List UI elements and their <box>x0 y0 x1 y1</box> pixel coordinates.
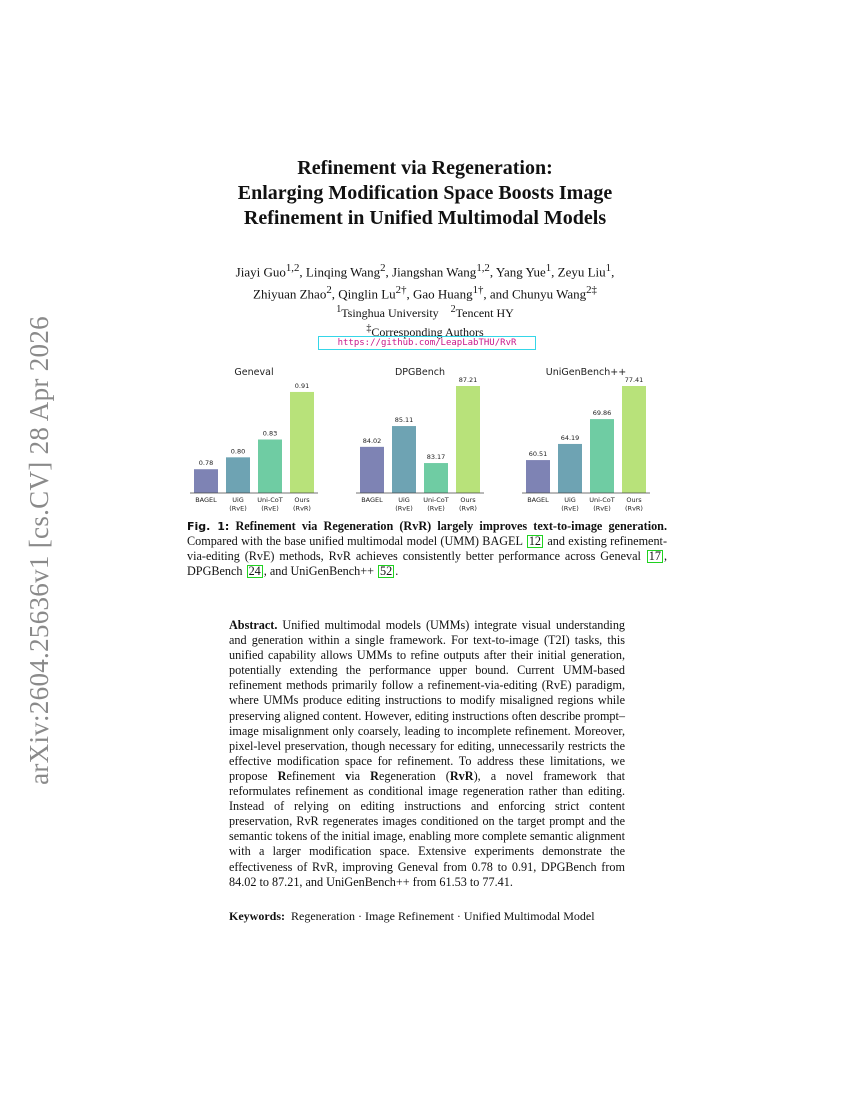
abstract-rvr: RvR <box>449 768 474 783</box>
chart-0-value-2: 0.83 <box>262 429 278 438</box>
chart-2-title: UniGenBench++ <box>545 367 627 378</box>
caption-text-1: Compared with the base unified multimodal model (UMM) BAGEL <box>187 534 523 548</box>
caption-label: Fig. 1: <box>187 520 230 533</box>
abstract-label: Abstract. <box>229 618 278 632</box>
title-line-1: Refinement via Regeneration: <box>297 157 553 179</box>
figure-caption <box>187 519 667 579</box>
chart-1-value-3: 87.21 <box>458 376 478 384</box>
abstract-v: v <box>345 768 352 783</box>
author-2-sup: 1,2 <box>476 262 490 274</box>
arxiv-identifier <box>14 300 64 800</box>
author-6: Qinglin Lu <box>338 286 396 302</box>
title-line-3: Refinement in Unified Multimodal Models <box>243 207 607 229</box>
affil-1-sup: 1 <box>336 304 342 315</box>
chart-0-value-0: 0.78 <box>198 459 214 468</box>
chart-1-tick-3: Ours (RvR) <box>459 496 477 513</box>
title-line-2: Enlarging Modification Space Boosts Image <box>237 182 613 204</box>
keywords <box>229 909 649 924</box>
caption-bold: Refinement via Regeneration (RvR) largely improves text-to-image generation. <box>235 519 668 533</box>
chart-1-tick-1: UiG (RvE) <box>395 496 413 513</box>
author-0: Jiayi Guo <box>235 264 286 280</box>
corr-sup: ‡ <box>366 323 372 334</box>
author-0-sup: 1,2 <box>285 262 300 274</box>
author-5-sup: 2 <box>326 284 332 297</box>
author-5: Zhiyuan Zhao <box>253 286 327 302</box>
abstract-r1: R <box>277 768 287 783</box>
chart-2-value-3: 77.41 <box>624 376 644 384</box>
citation-24[interactable]: 24 <box>248 564 261 578</box>
figure-1 <box>186 356 670 516</box>
affil-tsinghua: Tsinghua University <box>341 306 439 320</box>
author-6-sup: 2† <box>395 284 407 297</box>
author-8: Chunyu Wang <box>511 286 587 302</box>
abstract-r2: R <box>370 768 379 783</box>
chart-2-bar-2 <box>590 419 614 493</box>
abstract <box>229 618 625 890</box>
author-7: Gao Huang <box>413 286 473 302</box>
chart-1-tick-0: BAGEL <box>361 496 383 504</box>
affil-tencent: Tencent HY <box>455 306 514 320</box>
citation-12[interactable]: 12 <box>528 534 541 548</box>
chart-0-bar-1 <box>226 457 250 493</box>
chart-0-tick-2: Uni-CoT (RvE) <box>257 496 283 513</box>
chart-1-value-2: 83.17 <box>426 453 446 462</box>
chart-1-value-0: 84.02 <box>362 436 382 445</box>
author-3-sup: 1 <box>545 262 552 274</box>
author-8-sup: 2‡ <box>586 284 597 297</box>
chart-0-tick-1: UiG (RvE) <box>229 496 247 513</box>
chart-2-tick-0: BAGEL <box>527 496 549 504</box>
arxiv-id-text: arXiv:2604.25636v1 [cs.CV] 28 Apr 2026 <box>23 315 54 785</box>
author-7-sup: 1† <box>472 284 484 297</box>
abstract-text-2: ), a novel framework that reformulates refinement as conditional image regeneration rather than editing. Instead of relying on editing instructions and enforcing strict content preservation, RvR regenerates images conditioned on the target prompt and the semantic tokens of the initial image, enabling more complete semantic alignment with a larger modification space. Extensive experiments demonstrate the effectiveness of RvR, improving Geneval from 0.78 to 0.91, DPGBench from 84.02 to 87.21, and UniGenBench++ from 61.53 to 77.41. <box>229 768 626 889</box>
caption-text-5: . <box>395 564 399 578</box>
chart-1-value-1: 85.11 <box>394 416 414 425</box>
chart-2-value-2: 69.86 <box>592 409 612 418</box>
repo-link[interactable]: https://github.com/LeapLabTHU/RvR <box>318 336 536 350</box>
abstract-t-v: ia <box>351 768 361 783</box>
author-list <box>0 259 850 304</box>
keywords-label: Keywords: <box>229 909 285 923</box>
chart-2-tick-3: Ours (RvR) <box>625 496 643 513</box>
chart-2-tick-1: UiG (RvE) <box>561 496 579 513</box>
chart-0-value-1: 0.80 <box>230 447 246 456</box>
chart-1-bar-0 <box>360 447 384 493</box>
corr-text: Corresponding Authors <box>371 325 484 339</box>
citation-17[interactable]: 17 <box>648 549 661 563</box>
caption-text-4: , and UniGenBench++ <box>263 564 374 578</box>
abstract-t-r2: egeneration ( <box>378 768 450 783</box>
affiliation-line <box>0 302 850 321</box>
caption-text-2: and existing refinement-via-editing (RvE) methods, RvR achieves consistently better performance across Geneval <box>187 534 668 563</box>
abstract-text-1: Unified multimodal models (UMMs) integrate visual understanding and generation within a single framework. For text-to-image (T2I) tasks, this unified capability allows UMMs to refine outputs after their initial generation, potentially extending the performance upper bound. Current UMM-based refinement methods primarily follow a refinement-via-editing (RvE) paradigm, where UMMs produce editing instructions to modify misaligned regions while preserving aligned content. However, editing instructions often describe prompt–image misalignment only coarsely, leading to incomplete refinement. Moreover, pixel-level preservation, though necessary for editing, unnecessarily restricts the effective modification space for refinement. To address these limitations, we propose <box>229 618 626 783</box>
keywords-text: Regeneration · Image Refinement · Unified Multimodal Model <box>291 909 595 923</box>
chart-1-bar-1 <box>392 426 416 493</box>
chart-1-title: DPGBench <box>394 367 446 378</box>
chart-0-tick-0: BAGEL <box>195 496 217 504</box>
chart-1-tick-2: Uni-CoT (RvE) <box>423 496 449 513</box>
chart-1-bar-3 <box>456 386 480 493</box>
chart-0-bar-2 <box>258 440 282 494</box>
chart-0-title: Geneval <box>234 367 274 378</box>
author-4-sup: 1 <box>605 262 612 274</box>
affiliations <box>0 302 850 340</box>
bar-charts <box>186 356 670 516</box>
author-1: Linqing Wang <box>305 264 381 280</box>
affil-2-sup: 2 <box>450 304 456 315</box>
chart-2-tick-2: Uni-CoT (RvE) <box>589 496 615 513</box>
caption-text-3: , DPGBench <box>187 549 668 578</box>
chart-2-bar-1 <box>558 444 582 493</box>
chart-0-tick-3: Ours (RvR) <box>293 496 311 513</box>
paper-title <box>0 156 850 231</box>
chart-2-bar-3 <box>622 386 646 493</box>
author-3: Yang Yue <box>495 264 546 280</box>
abstract-t-r1: efinement <box>286 768 336 783</box>
chart-0-value-3: 0.91 <box>294 381 310 390</box>
chart-2-value-0: 60.51 <box>528 450 548 459</box>
citation-52[interactable]: 52 <box>380 564 393 578</box>
chart-2-value-1: 64.19 <box>560 433 580 442</box>
author-1-sup: 2 <box>380 262 386 274</box>
authors-line-1: Jiayi Guo$^{1,2}$, Linqing Wang$^2$, Jiangshan Wang$^{1,2}$, Yang Yue$^1$, Zeyu Liu$^1$, <box>235 262 615 280</box>
chart-2-bar-0 <box>526 460 550 493</box>
author-4: Zeyu Liu <box>557 264 606 280</box>
chart-0-bar-3 <box>290 392 314 493</box>
authors-line-2: Zhiyuan Zhao$^2$, Qinglin $Lu^{2\dagger}$, Gao Huang$^{1\dagger}$, and Chunyu Wang$^{2\ddagger}$ <box>253 284 597 302</box>
chart-1-bar-2 <box>424 463 448 493</box>
author-2: Jiangshan Wang <box>392 264 477 280</box>
chart-0-bar-0 <box>194 469 218 493</box>
